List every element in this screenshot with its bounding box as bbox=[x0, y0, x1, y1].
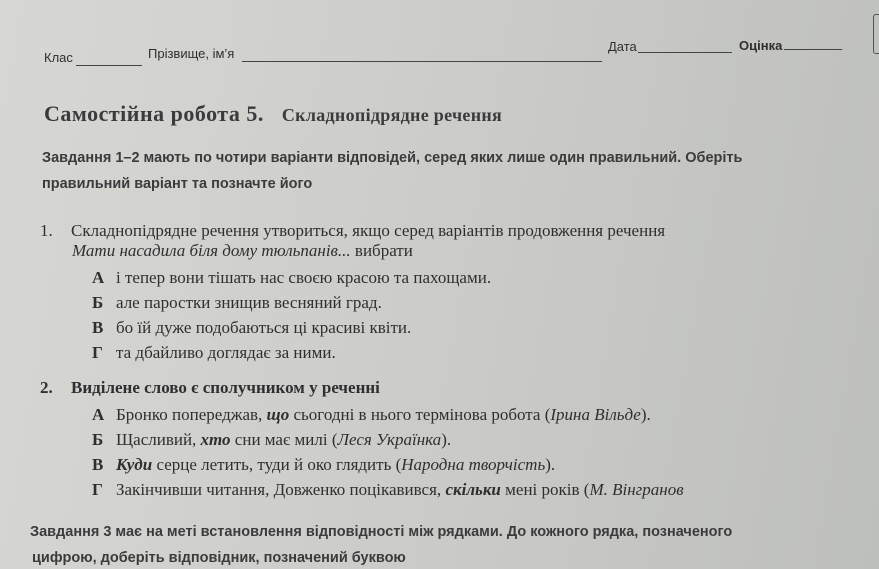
option-letter: А bbox=[92, 268, 105, 287]
option-letter: В bbox=[92, 318, 104, 337]
instructions-1-line2: правильний варіант та позначте його bbox=[42, 176, 313, 192]
q1-option-c[interactable] bbox=[92, 318, 411, 338]
option-author: Народна творчість bbox=[401, 455, 546, 474]
option-text-end: ). bbox=[545, 455, 556, 474]
option-letter: Б bbox=[92, 430, 104, 449]
option-author: Леся Українка bbox=[337, 430, 442, 449]
option-text-after: сьогодні в нього термінова робота ( bbox=[289, 405, 551, 424]
instructions-1-line1: Завдання 1–2 мають по чотири варіанти відповідей, серед яких лише один правильний. Оберіть bbox=[42, 150, 743, 166]
option-text-before: Бронко попереджав, bbox=[116, 405, 267, 424]
q2-option-a[interactable] bbox=[92, 405, 651, 425]
option-text-end: ). bbox=[640, 405, 651, 424]
question-2 bbox=[40, 378, 380, 398]
q2-option-c[interactable] bbox=[92, 455, 555, 475]
q2-option-d[interactable] bbox=[92, 480, 684, 500]
name-blank[interactable] bbox=[242, 61, 602, 62]
instructions-3-line1: Завдання 3 має на меті встановлення відповідності між рядками. До кожного рядка, позначеного bbox=[30, 524, 733, 540]
worksheet-title bbox=[44, 101, 502, 127]
option-text-after: серце летить, туди й око глядить ( bbox=[152, 455, 402, 474]
name-label: Прізвище, ім’я bbox=[148, 46, 235, 61]
highlighted-word: скільки bbox=[445, 480, 501, 499]
page-edge-frame bbox=[873, 14, 879, 54]
option-text-before: Щасливий, bbox=[116, 430, 201, 449]
question-1-number: 1. bbox=[40, 221, 53, 240]
instructions-3-line2: цифрою, доберіть відповідник, позначений буквою bbox=[32, 550, 406, 566]
question-1-text: Складнопідрядне речення утвориться, якщо серед варіантів продовження речення bbox=[71, 221, 666, 240]
option-text-after: мені років ( bbox=[500, 480, 590, 499]
option-letter: Г bbox=[92, 343, 103, 362]
date-label: Дата bbox=[608, 39, 637, 54]
student-info-header bbox=[0, 38, 879, 68]
highlighted-word: що bbox=[266, 405, 290, 424]
option-letter: А bbox=[92, 405, 105, 424]
question-1 bbox=[40, 221, 665, 241]
question-1-sentence-tail: вибрати bbox=[350, 241, 413, 260]
question-2-number: 2. bbox=[40, 378, 53, 397]
q1-option-a[interactable] bbox=[92, 268, 491, 288]
grade-label: Оцінка bbox=[739, 38, 783, 53]
option-text: та дбайливо доглядає за ними. bbox=[116, 343, 336, 362]
highlighted-word: хто bbox=[200, 430, 231, 449]
option-text-end: ). bbox=[441, 430, 452, 449]
title-main: Самостійна робота 5. bbox=[44, 101, 264, 126]
option-text: і тепер вони тішать нас своєю красою та пахощами. bbox=[116, 268, 492, 287]
q2-option-b[interactable] bbox=[92, 430, 451, 450]
grade-blank[interactable] bbox=[784, 49, 842, 50]
option-author: Ірина Вільде bbox=[550, 405, 641, 424]
title-topic: Складнопідрядне речення bbox=[281, 105, 503, 125]
question-2-text: Виділене слово є сполучником у реченні bbox=[71, 378, 380, 397]
option-letter: Б bbox=[92, 293, 104, 312]
option-letter: В bbox=[92, 455, 104, 474]
option-text: бо їй дуже подобаються ці красиві квіти. bbox=[116, 318, 412, 337]
class-blank[interactable] bbox=[76, 65, 142, 66]
highlighted-word: Куди bbox=[116, 455, 153, 474]
class-label: Клас bbox=[44, 50, 73, 65]
option-author: М. Вінгранов bbox=[589, 480, 684, 499]
question-1-sentence-row bbox=[72, 241, 413, 261]
date-blank[interactable] bbox=[638, 52, 732, 53]
option-text: але паростки знищив весняний град. bbox=[116, 293, 382, 312]
option-letter: Г bbox=[92, 480, 103, 499]
q1-option-b[interactable] bbox=[92, 293, 382, 313]
q1-option-d[interactable] bbox=[92, 343, 336, 363]
option-text-after: сни має милі ( bbox=[230, 430, 338, 449]
question-1-sentence: Мати насадила біля дому тюльпанів... bbox=[72, 241, 351, 260]
option-text-before: Закінчивши читання, Довженко поцікавився, bbox=[116, 480, 446, 499]
